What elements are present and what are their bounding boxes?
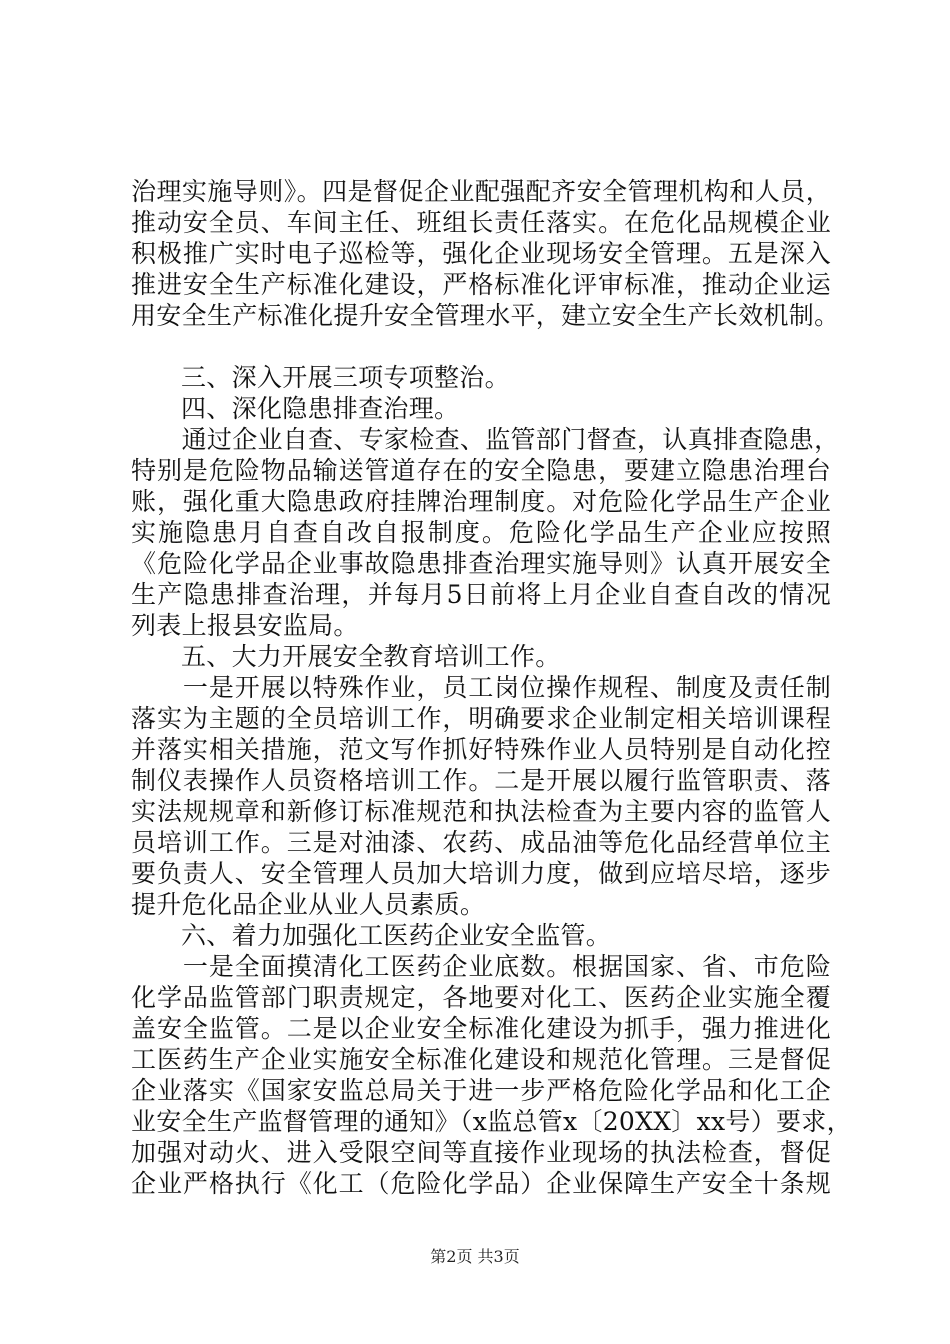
paragraph-line: 推动安全员、车间主任、班组长责任落实。在危化品规模企业 — [131, 208, 831, 237]
paragraph-line: 账，强化重大隐患政府挂牌治理制度。对危险化学品生产企业 — [131, 487, 831, 516]
paragraph-1 — [131, 176, 840, 331]
paragraph-line: 落实为主题的全员培训工作，明确要求企业制定相关培训课程 — [131, 704, 831, 733]
paragraph-line: 特别是危险物品输送管道存在的安全隐患，要建立隐患治理台 — [131, 456, 831, 485]
page-number-footer: 第2页 共3页 — [430, 1247, 520, 1266]
section-heading-3: 三、深入开展三项专项整治。 — [181, 363, 510, 392]
paragraph-line: 要负责人、安全管理人员加大培训力度，做到应培尽培，逐步 — [131, 859, 831, 888]
document-body — [131, 176, 852, 1199]
paragraph-line: 制仪表操作人员资格培训工作。二是开展以履行监管职责、落 — [131, 766, 831, 795]
paragraph-gap — [131, 331, 831, 362]
paragraph-line: 生产隐患排查治理，并每月5日前将上月企业自查自改的情况 — [131, 580, 831, 609]
paragraph-line: 工医药生产企业实施安全标准化建设和规范化管理。三是督促 — [131, 1045, 831, 1074]
paragraph-line: 企业严格执行《化工（危险化学品）企业保障生产安全十条规 — [131, 1169, 831, 1198]
paragraph-line: 列表上报县安监局。 — [131, 611, 359, 640]
paragraph-line: 企业落实《国家安监总局关于进一步严格危险化学品和化工企 — [131, 1076, 831, 1105]
paragraph-line: 《危险化学品企业事故隐患排查治理实施导则》认真开展安全 — [131, 549, 831, 578]
paragraph-line: 加强对动火、进入受限空间等直接作业现场的执法检查，督促 — [131, 1138, 831, 1167]
paragraph-line: 一是全面摸清化工医药企业底数。根据国家、省、市危险 — [131, 952, 831, 981]
paragraph-line: 积极推广实时电子巡检等，强化企业现场安全管理。五是深入 — [131, 239, 831, 268]
paragraph-line: 提升危化品企业从业人员素质。 — [131, 890, 486, 919]
paragraph-line: 并落实相关措施，范文写作抓好特殊作业人员特别是自动化控 — [131, 735, 831, 764]
paragraph-6 — [131, 951, 852, 1199]
paragraph-line: 员培训工作。三是对油漆、农药、成品油等危化品经营单位主 — [131, 828, 831, 857]
paragraph-line: 通过企业自查、专家检查、监管部门督查，认真排查隐患， — [131, 425, 840, 454]
paragraph-line: 化学品监管部门职责规定，各地要对化工、医药企业实施全覆 — [131, 983, 831, 1012]
paragraph-line: 盖安全监管。二是以企业安全标准化建设为抓手，强力推进化 — [131, 1014, 831, 1043]
paragraph-line: 用安全生产标准化提升安全管理水平，建立安全生产长效机制。 — [131, 301, 840, 330]
paragraph-line: 业安全生产监督管理的通知》（x监总管x〔20XX〕xx号）要求， — [131, 1107, 852, 1136]
section-heading-5: 五、大力开展安全教育培训工作。 — [181, 642, 561, 671]
paragraph-line: 实施隐患月自查自改自报制度。危险化学品生产企业应按照 — [131, 518, 831, 547]
paragraph-line: 推进安全生产标准化建设，严格标准化评审标准，推动企业运 — [131, 270, 831, 299]
paragraph-line: 实法规规章和新修订标准规范和执法检查为主要内容的监管人 — [131, 797, 831, 826]
paragraph-line: 一是开展以特殊作业，员工岗位操作规程、制度及责任制 — [131, 673, 831, 702]
section-heading-4: 四、深化隐患排查治理。 — [181, 394, 460, 423]
paragraph-line: 治理实施导则》。四是督促企业配强配齐安全管理机构和人员， — [131, 177, 831, 206]
paragraph-4 — [131, 424, 840, 641]
paragraph-5 — [131, 672, 831, 920]
section-heading-6: 六、着力加强化工医药企业安全监管。 — [181, 921, 612, 950]
